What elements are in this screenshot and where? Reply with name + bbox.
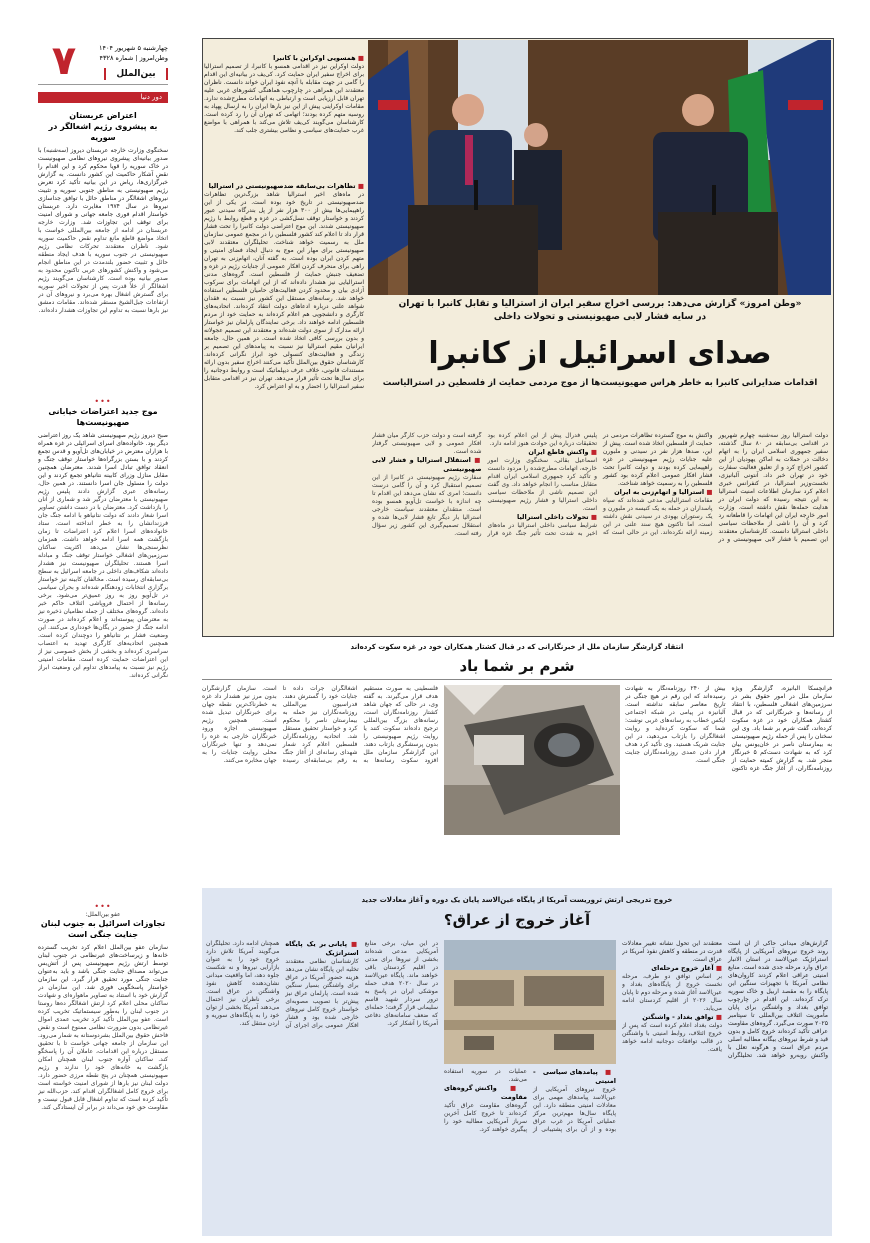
bottom-head: ■ پایانی بر یک پایگاه استراتژیک bbox=[285, 940, 359, 957]
bottom-body-middle: ■ پیامدهای سیاسی - امنیتی خروج نیروهای آمریکایی از عین‌الاسد پیامدهای مهمی برای معادلات امنیتی منطقه دارد. این پایگاه سال‌ها مهم‌ترین مرکز عملیاتی آمریکا در غرب عراق بوده و از آن برای پشتیبانی از عملیات در سوریه استفاده می‌شد. ■ واکنش گروه‌های مقاومت گروه‌های مقاومت عراق تأکید کرده‌اند تا خروج کامل آخرین سرباز آمریکایی مطالبه خود را پیگیری خواهند کرد. bbox=[444, 1068, 616, 1133]
sidebar-story1-title: اعتراض عربستان به پیشروی رژیم اشغالگر در سوریه bbox=[48, 111, 158, 142]
sidebar-story2-title: موج جدید اعتراضات خیابانی صهیونیست‌ها bbox=[48, 407, 158, 427]
middle-body-right: فرانچسکا آلبانیزه، گزارشگر ویژه سازمان ملل در امور حقوق بشر در سرزمین‌های اشغالی فلسطین، با انتقاد از رسانه‌ها و خبرنگارانی که در قبال کشتار همکاران خود در غزه سکوت کرده‌اند، گفت شرم بر شما باد. وی این سخنان را پس از حمله رژیم صهیونیستی به بیمارستان ناصر در خان‌یونس بیان کرد که به شهادت دست‌کم ۵ خبرنگار منجر شد. به گزارش کمیته حمایت از روزنامه‌نگاران، از آغاز جنگ غزه تاکنون بیش از ۲۴۰ روزنامه‌نگار به شهادت رسیده‌اند که این رقم در هیچ جنگی در تاریخ معاصر سابقه نداشته است. آلبانیزه در پیامی در شبکه اجتماعی ایکس خطاب به رسانه‌های غربی نوشت: شما که سکوت کرده‌اید و روایت اشغالگران را بازتاب می‌دهید، در این جنایت شریک هستید. وی تأکید کرد هدف قرار دادن عمدی روزنامه‌نگاران جنایت جنگی است. bbox=[625, 685, 832, 772]
separator-dots: ••• bbox=[94, 902, 112, 911]
feature-subtitle: اقدامات ضدایرانی کانبرا به خاطر هراس صهیونیست‌ها از موج مردمی حمایت از فلسطین در استرالیاست bbox=[382, 378, 818, 388]
bottom-head: ■ واکنش گروه‌های مقاومت bbox=[444, 1084, 527, 1101]
sub-section-label: دور دنیا bbox=[140, 93, 162, 101]
feature-body-head: ■ واکنش قاطع ایران bbox=[528, 448, 597, 456]
middle-kicker: انتقاد گزارشگر سازمان ملل از خبرنگارانی که در قبال کشتار همکاران خود در غزه سکوت کرده‌اند bbox=[350, 643, 684, 651]
sidebar-story2-body: صبح دیروز رژیم صهیونیستی شاهد یک روز اعتراضی دیگر بود. خانواده‌های اسرای اسرائیلی در غزه همراه با هزاران معترض در خیابان‌های تل‌آویو و قدس تجمع کردند و با بستن بزرگراه‌ها خواستار توقف جنگ و انعقاد توافق تبادل اسرا شدند. معترضان همچنین مقابل منازل وزرای کابینه نتانیاهو تجمع کردند و این دولت را مسئول جان اسرا دانستند. در همین حال، رسانه‌های عبری گزارش دادند پلیس رژیم صهیونیستی با معترضان درگیر شد و شماری از آنان را بازداشت کرد. معترضان با در دست داشتن تصاویر اسرا شعار دادند که دولت نتانیاهو با ادامه جنگ جان فرزندانشان را به خطر انداخته است. ستاد خانواده‌های اسرا اعلام کرد اعتراضات تا زمان بازگشت همه اسرا ادامه خواهد داشت. همزمان نظرسنجی‌ها نشان می‌دهد اکثریت ساکنان سرزمین‌های اشغالی خواستار توقف جنگ و مبادله اسرا هستند. تحلیلگران صهیونیست نیز هشدار داده‌اند شکاف‌های داخلی در جامعه اسرائیل به سطح بی‌سابقه‌ای رسیده است. مخالفان کابینه نیز خواستار برگزاری انتخابات زودهنگام شده‌اند و بحران سیاسی در تل‌آویو روز به روز عمیق‌تر می‌شود. برخی رسانه‌ها از احتمال فروپاشی ائتلاف حاکم خبر داده‌اند. گروه‌های مختلف از جمله نظامیان ذخیره نیز به معترضان پیوسته‌اند و اعلام کرده‌اند در صورت ادامه جنگ از حضور در یگان‌ها خودداری می‌کنند. این وضعیت فشار بر نتانیاهو را دوچندان کرده است. همچنین اتحادیه‌های کارگری تهدید به اعتصاب سراسری کرده‌اند و بخشی از بخش خصوصی نیز از این اعتراضات حمایت کرده است. مقامات امنیتی رژیم نیز نسبت به پیامدهای تداوم این وضعیت ابراز نگرانی کرده‌اند. bbox=[38, 432, 168, 679]
bottom-kicker: خروج تدریجی ارتش تروریست آمریکا از پایگاه عین‌الاسد پایان یک دوره و آغاز معادلات جدید bbox=[361, 896, 673, 904]
separator-dots: ••• bbox=[94, 397, 112, 406]
feature-side-head-1: ■ همسویی اوکراین با کانبرا bbox=[273, 54, 364, 62]
bottom-title: آغاز خروج از عراق؟ bbox=[443, 911, 591, 929]
middle-body-left: فلسطینی به صورت مستقیم هدف قرار می‌گیرند. به گفته وی، در حالی که جهان شاهد کشتار روزنامه‌نگاران است، رسانه‌های بزرگ بین‌المللی ترجیح داده‌اند سکوت کنند یا روایت رژیم صهیونیستی را بدون پرسشگری بازتاب دهند. این گزارشگر سازمان ملل افزود سکوت رسانه‌ها به اشغالگران جرأت داده تا جنایات خود را گسترش دهند. فدراسیون بین‌المللی روزنامه‌نگاران نیز حمله به بیمارستان ناصر را محکوم کرد و خواستار تحقیق مستقل شد. اتحادیه روزنامه‌نگاران فلسطین اعلام کرد شمار شهدای رسانه‌ای از آغاز جنگ به رقم بی‌سابقه‌ای رسیده است. سازمان گزارشگران بدون مرز نیز هشدار داد غزه به خطرناک‌ترین نقطه جهان برای خبرنگاران تبدیل شده است. همچنین رژیم صهیونیستی اجازه ورود خبرنگاران خارجی به غزه را نمی‌دهد و تنها خبرنگاران محلی روایت جنایات را به جهان مخابره می‌کنند. bbox=[202, 685, 438, 764]
divider bbox=[202, 679, 832, 680]
feature-body-head: ■ استرالیا و اتهام‌زنی به ایران bbox=[614, 488, 713, 496]
feature-body-head: ■ استقلال استرالیا و فشار لابی صهیونیستی bbox=[372, 456, 482, 473]
feature-kicker: «وطن امروز» گزارش می‌دهد: بررسی اخراج سفیر ایران از استرالیا و تقابل کانبرا با تهران در سایه فشار لابی صهیونیستی و تحولات داخلی bbox=[398, 299, 802, 322]
sidebar-story1-body: سخنگوی وزارت خارجه عربستان دیروز (سه‌شنبه) با صدور بیانیه‌ای پیشروی نیروهای نظامی صهیونیست در خاک سوریه را قویا محکوم کرد و این اقدام را نقض آشکار حاکمیت این کشور دانست. به گزارش خبرگزاری‌ها، ریاض در این بیانیه تأکید کرد تعرض رژیم صهیونیستی به مناطق جنوبی سوریه و تثبیت نیروهای اشغالگر در مناطق حائل با توافق جداسازی نیروها در سال ۱۹۷۴ مغایرت دارد. عربستان خواستار اقدام فوری جامعه جهانی و شورای امنیت برای توقف این تجاوزات شد. وزارت خارجه عربستان در ادامه از جامعه بین‌المللی خواست با اتخاذ مواضع قاطع مانع تداوم نقض حاکمیت سوریه شود. ناظران معتقدند تحرکات نظامی رژیم صهیونیستی در جنوب سوریه با هدف ایجاد منطقه حائل و تثبیت حضور بلندمدت در این مناطق انجام می‌شود و واکنش کشورهای عربی تاکنون محدود به صدور بیانیه بوده است. کارشناسان می‌گویند رژیم اشغالگر از خلأ قدرت پس از تحولات اخیر سوریه برای گسترش اشغال بهره می‌برد و نیروهای آن در ارتفاعات جبل‌الشیخ مستقر شده‌اند. مقامات دمشق نیز بارها نسبت به تداوم این تجاوزات هشدار داده‌اند. bbox=[38, 147, 168, 314]
section-bar bbox=[38, 92, 168, 103]
bottom-head: ■ آغاز خروج مرحله‌ای bbox=[651, 964, 722, 972]
feature-side-head-2: ■ تظاهرات بی‌سابقه ضدصهیونیستی در استرالیا bbox=[208, 182, 364, 190]
feature-photo bbox=[368, 40, 831, 295]
bottom-head: ■ پیامدهای سیاسی - امنیتی bbox=[533, 1068, 616, 1085]
bottom-head: ■ توافق بغداد - واشنگتن bbox=[642, 1013, 722, 1021]
section-title: بین‌الملل bbox=[104, 68, 168, 80]
bottom-photo bbox=[444, 940, 616, 1064]
sidebar-story3-body: سازمان عفو بین‌الملل اعلام کرد تخریب گسترده خانه‌ها و زیرساخت‌های غیرنظامی در جنوب لبنان توسط ارتش رژیم صهیونیستی پس از آتش‌بس می‌تواند مصداق جنایت جنگی باشد و باید به‌عنوان جنایت جنگی مورد تحقیق قرار گیرد. این سازمان خواستار پاسخگویی فوری شد. این سازمان در گزارش خود با استناد به تصاویر ماهواره‌ای و شهادت ساکنان محلی اعلام کرد ارتش اشغالگر ده‌ها روستا در جنوب لبنان را به‌طور سیستماتیک تخریب کرده است. عفو بین‌الملل تأکید کرد تخریب عمدی اموال غیرنظامی بدون ضرورت نظامی ممنوع است و نقض فاحش حقوق بین‌الملل بشردوستانه به شمار می‌رود. این سازمان از جامعه جهانی خواست تا با تحقیق مستقل درباره این اقدامات، عاملان آن را پاسخگو کند. ساکنان آواره جنوب لبنان همچنان امکان بازگشت به خانه‌های خود را ندارند و رژیم صهیونیستی همچنان در پنج نقطه مرزی حضور دارد. دولت لبنان نیز بارها از شورای امنیت خواسته است برای خروج کامل اشغالگران اقدام کند. حزب‌الله نیز تأکید کرده است که تداوم اشغال قابل قبول نیست و مقاومت حق خود می‌داند در برابر آن ایستادگی کند. bbox=[38, 944, 168, 1111]
press-conference-illustration bbox=[368, 40, 831, 295]
sidebar-story3-kicker: عفو بین‌الملل: bbox=[85, 911, 121, 918]
air-base-illustration bbox=[444, 940, 616, 1064]
feature-headline-block bbox=[372, 298, 828, 388]
middle-title: شرم بر شما باد bbox=[459, 657, 575, 675]
issue-number: وطن‌امروز | شماره ۴۳۲۸ bbox=[99, 54, 168, 62]
issue-date: چهارشنبه ۵ شهریور ۱۴۰۴ bbox=[99, 44, 168, 52]
bottom-body-left: در این میان، برخی منابع آمریکایی مدعی شده‌اند بخشی از نیروها برای مدتی در اقلیم کردستان باقی خواهند ماند. پایگاه عین‌الاسد در سال ۲۰۲۰ هدف حمله موشکی ایران در پاسخ به ترور سردار شهید قاسم سلیمانی قرار گرفت؛ حمله‌ای که ضعف سامانه‌های دفاعی آمریکا را آشکار کرد. ■ پایانی بر یک پایگاه استراتژیک کارشناسان نظامی معتقدند تخلیه این پایگاه نشان می‌دهد هزینه حضور آمریکا در عراق برای واشنگتن بسیار سنگین شده است. پارلمان عراق نیز پیش‌تر با تصویب مصوبه‌ای خواستار خروج کامل نیروهای خارجی شده بود و فشار افکار عمومی برای اجرای آن همچنان ادامه دارد. تحلیلگران می‌گویند آمریکا تلاش دارد خروج خود را به عنوان بازآرایی نیروها و نه شکست جلوه دهد، اما واقعیت میدانی نشان‌دهنده کاهش نفوذ واشنگتن در عراق است. برخی ناظران نیز احتمال می‌دهند آمریکا بخشی از توان خود را به پایگاه‌های سوریه و اردن منتقل کند. bbox=[206, 940, 438, 1029]
masthead bbox=[38, 38, 168, 85]
feature-side-column bbox=[204, 40, 364, 630]
middle-photo bbox=[444, 685, 620, 835]
feature-title: صدای اسرائیل از کانبرا bbox=[428, 336, 772, 371]
bottom-body-right: گزارش‌های میدانی حاکی از آن است روند خروج نیروهای آمریکایی از پایگاه استراتژیک عین‌الاسد در استان الانبار عراق وارد مرحله جدی شده است. منابع امنیتی عراقی اعلام کردند کاروان‌های نظامی آمریکا با تجهیزات سنگین این پایگاه را به مقصد اربیل و خاک سوریه ترک کرده‌اند. این اقدام در چارچوب توافق بغداد و واشنگتن برای پایان مأموریت ائتلاف بین‌المللی تا سپتامبر ۲۰۲۵ صورت می‌گیرد. گروه‌های مقاومت عراقی تأکید کرده‌اند خروج کامل و بدون قید و شرط نیروهای بیگانه مطالبه اصلی مردم عراق است و هرگونه تعلل با واکنش روبه‌رو خواهد شد. تحلیلگران معتقدند این تحول نشانه تغییر معادلات قدرت در منطقه و کاهش نفوذ آمریکا در عراق است. ■ آغاز خروج مرحله‌ای بر اساس توافق دو طرف، مرحله نخست خروج از پایگاه‌های بغداد و عین‌الاسد آغاز شده و مرحله دوم تا پایان سال ۲۰۲۶ از اقلیم کردستان ادامه می‌یابد. ■ توافق بغداد - واشنگتن دولت بغداد اعلام کرده است که پس از خروج ائتلاف، روابط امنیتی با واشنگتن در قالب توافقات دوجانبه ادامه خواهد یافت. bbox=[622, 940, 828, 1059]
page-number: ۷ bbox=[51, 38, 77, 84]
sidebar-story3-title: تجاوزات اسرائیل به جنوب لبنان جنایت جنگی است bbox=[40, 919, 166, 939]
feature-body-head: ■ تحولات داخلی استرالیا bbox=[516, 513, 597, 521]
sidebar-column bbox=[38, 106, 168, 1236]
destroyed-camera-illustration bbox=[444, 685, 620, 835]
feature-side-text: دولت اوکراین نیز در اقدامی همسو با کانبرا، از تصمیم استرالیا برای اخراج سفیر ایران حمایت کرد. کی‌یف در بیانیه‌ای این اقدام را گامی در جهت مقابله با آنچه نفوذ ایران خواند دانست. ناظران معتقدند این همراهی در چارچوب هماهنگی کشورهای غربی علیه تهران قابل ارزیابی است و ارتباطی به اتهامات مطرح‌شده ندارد. مقامات اوکراینی پیش از این نیز بارها ایران را به ارسال پهپاد به روسیه متهم کرده بودند؛ اتهامی که تهران آن را رد کرده است. کارشناسان می‌گویند کی‌یف تلاش می‌کند با همراهی با مواضع غرب حمایت‌های سیاسی و نظامی بیشتری جلب کند. bbox=[204, 63, 364, 134]
feature-body: دولت استرالیا روز سه‌شنبه چهارم شهریور در اقدامی بی‌سابقه در ۸۰ سال گذشته، سفیر جمهوری اسلامی ایران را به اتهام دخالت در حملات به اماکن یهودیان از این کشور اخراج کرد و از تعلیق فعالیت سفارت خود در تهران خبر داد. آنتونی آلبانیزی، نخست‌وزیر استرالیا، در کنفرانس خبری اعلام کرد سازمان اطلاعات امنیت استرالیا به این نتیجه رسیده که دولت ایران در هدایت حمله‌ها نقش داشته است. وزارت امور خارجه ایران این اتهامات را قاطعانه رد کرد و آن را ناشی از ملاحظات سیاسی داخلی استرالیا دانست. کارشناسان معتقدند این تصمیم با فشار لابی صهیونیستی و در واکنش به موج گسترده تظاهرات مردمی در حمایت از فلسطین اتخاذ شده است. پیش از این، صدها هزار نفر در سیدنی و ملبورن علیه جنایات رژیم صهیونیستی در غزه راهپیمایی کرده بودند و دولت کانبرا تحت فشار افکار عمومی اعلام کرده بود کشور فلسطین را به رسمیت خواهد شناخت. ■ استرالیا و اتهام‌زنی به ایران مقامات استرالیایی مدعی شده‌اند که سپاه پاسداران در حمله به یک کنیسه در ملبورن و یک رستوران یهودی در سیدنی نقش داشته است، اما تاکنون هیچ سند علنی در این زمینه ارائه نکرده‌اند. این در حالی است که پلیس فدرال پیش از این اعلام کرده بود تحقیقات درباره این حوادث هنوز ادامه دارد. ■ واکنش قاطع ایران اسماعیل بقائی، سخنگوی وزارت امور خارجه، اتهامات مطرح‌شده را مردود دانست و تأکید کرد جمهوری اسلامی ایران اقدام متقابل مناسب را انجام خواهد داد. وی گفت این تصمیم ناشی از ملاحظات سیاسی داخلی استرالیا و فشار رژیم صهیونیستی است. ■ تحولات داخلی استرالیا شرایط سیاسی داخلی استرالیا در ماه‌های اخیر به شدت تحت تأثیر جنگ غزه قرار گرفته است و دولت حزب کارگر میان فشار افکار عمومی و لابی صهیونیستی گرفتار شده است. ■ استقلال استرالیا و فشار لابی صهیونیستی سفارت رژیم صهیونیستی در کانبرا از این تصمیم استقبال کرد و آن را گامی درست دانست؛ امری که نشان می‌دهد این اقدام تا چه اندازه با خواست تل‌آویو همسو بوده است. منتقدان معتقدند سیاست خارجی استرالیا بار دیگر تابع فشار لابی‌ها شده و استقلال تصمیم‌گیری این کشور زیر سؤال رفته است. bbox=[372, 432, 828, 543]
feature-side-text: در ماه‌های اخیر استرالیا شاهد بزرگ‌ترین تظاهرات ضدصهیونیستی در تاریخ خود بوده است. در یکی از این راهپیمایی‌ها بیش از ۳۰۰ هزار نفر از پل بندرگاه سیدنی عبور کردند و خواستار توقف نسل‌کشی در غزه و قطع روابط با رژیم صهیونیستی شدند. این موج اعتراضی دولت کانبرا را تحت فشار قرار داد تا اعلام کند کشور فلسطین را در مجمع عمومی سازمان ملل به رسمیت خواهد شناخت. تحلیلگران معتقدند لابی صهیونیستی برای مهار این موج به دنبال ایجاد فضای امنیتی و متهم کردن ایران بوده است. به گفته آنان، اتهام‌زنی به تهران راهی برای منحرف کردن افکار عمومی از جنایات رژیم در غزه و تضعیف جنبش حمایت از فلسطین است. گروه‌های مدنی استرالیایی نیز هشدار داده‌اند که از این اتهامات برای سرکوب آزادی بیان و محدود کردن فعالیت‌های حامیان فلسطین استفاده خواهد شد. رسانه‌های مستقل این کشور نیز نسبت به فقدان شواهد علنی درباره ادعاهای دولت انتقاد کرده‌اند. اتحادیه‌های کارگری و دانشجویی هم اعلام کرده‌اند به حمایت خود از مردم فلسطین ادامه خواهند داد. برخی نمایندگان پارلمان نیز خواستار ارائه مدارک از سوی دولت شده‌اند و معتقدند این تصمیم عجولانه و بدون بررسی کافی اتخاذ شده است. در همین حال، جامعه ایرانیان مقیم استرالیا نیز نسبت به پیامدهای این تصمیم بر زندگی و فعالیت‌های کنسولی خود ابراز نگرانی کرده‌اند. کارشناسان حقوق بین‌الملل تأکید می‌کنند اخراج سفیر بدون ارائه مستندات قانونی، خلاف عرف دیپلماتیک است و روابط دوجانبه را برای سال‌ها تحت تأثیر قرار می‌دهد. تهران نیز در اقدامی متقابل سفیر استرالیا را احضار و به او اعتراض کرد. bbox=[204, 191, 364, 390]
